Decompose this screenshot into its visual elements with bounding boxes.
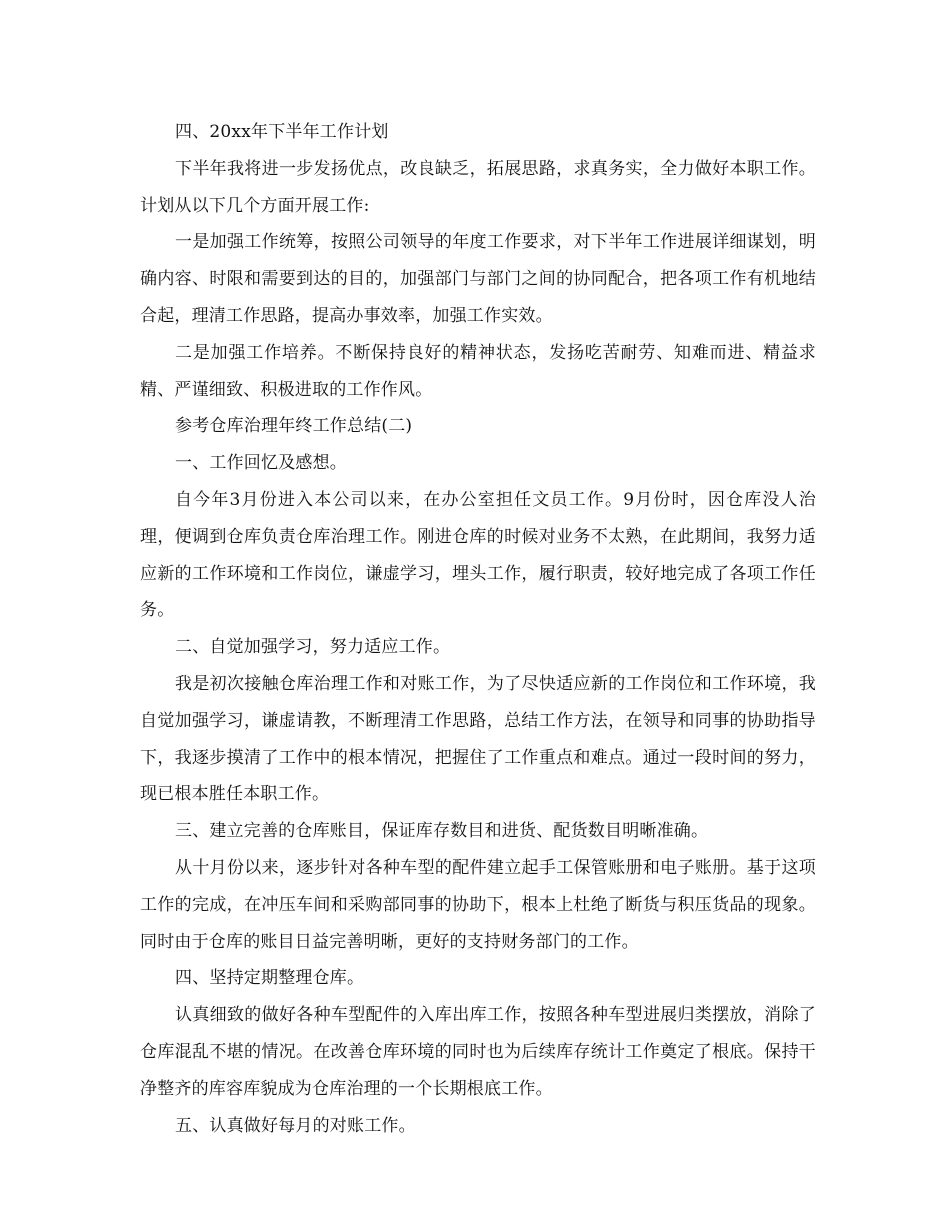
section-heading-warehouse-tidy: 四、坚持定期整理仓库。 (175, 968, 365, 989)
paragraph-warehouse-tidy: 认真细致的做好各种车型配件的入库出库工作，按照各种车型进展归类摆放，消除了仓库混乱不堪的情况。在改善仓库环境的同时也为后续库存统计工作奠定了根底。保持干净整齐的库容库貌成为仓库治理的一个长期根底工作。 (140, 1005, 816, 1099)
paragraph-accounts: 从十月份以来，逐步针对各种车型的配件建立起手工保管账册和电子账册。基于这项工作的完成，在冲压车间和采购部同事的协助下，根本上杜绝了断货与积压货品的现象。同时由于仓库的账目日益完善明晰，更好的支持财务部门的工作。 (140, 857, 816, 952)
section-heading-plan: 四、20xx年下半年工作计划 (175, 122, 389, 142)
document-body (140, 114, 816, 1144)
paragraph-plan-intro: 下半年我将进一步发扬优点，改良缺乏，拓展思路，求真务实，全力做好本职工作。计划从以下几个方面开展工作: (140, 158, 816, 216)
paragraph-review: 自今年3月份进入本公司以来，在办公室担任文员工作。9月份时，因仓库没人治理，便调到仓库负责仓库治理工作。刚进仓库的时候对业务不太熟，在此期间，我努力适应新的工作环境和工作岗位，谦虚学习，埋头工作，履行职责，较好地完成了各项工作任务。 (140, 489, 816, 621)
section-heading-monthly-reconciliation: 五、认真做好每月的对账工作。 (175, 1115, 416, 1136)
section-heading-accounts: 三、建立完善的仓库账目，保证库存数目和进货、配货数目明晰准确。 (175, 821, 709, 842)
document-title-part-2: 参考仓库治理年终工作总结(二) (175, 416, 413, 437)
paragraph-learning: 我是初次接触仓库治理工作和对账工作，为了尽快适应新的工作岗位和工作环境，我自觉加强学习，谦虚请教，不断理清工作思路，总结工作方法，在领导和同事的协助指导下，我逐步摸清了工作中的根本情况，把握住了工作重点和难点。通过一段时间的努力，现已根本胜任本职工作。 (140, 673, 816, 805)
section-heading-review: 一、工作回忆及感想。 (175, 453, 347, 474)
paragraph-plan-item-1: 一是加强工作统筹，按照公司领导的年度工作要求，对下半年工作进展详细谋划，明确内容、时限和需要到达的目的，加强部门与部门之间的协同配合，把各项工作有机地结合起，理清工作思路，提高办事效率，加强工作实效。 (140, 232, 816, 326)
section-heading-learning: 二、自觉加强学习，努力适应工作。 (175, 637, 451, 658)
paragraph-plan-item-2: 二是加强工作培养。不断保持良好的精神状态，发扬吃苦耐劳、知难而进、精益求精、严谨细致、积极进取的工作作风。 (140, 342, 816, 400)
